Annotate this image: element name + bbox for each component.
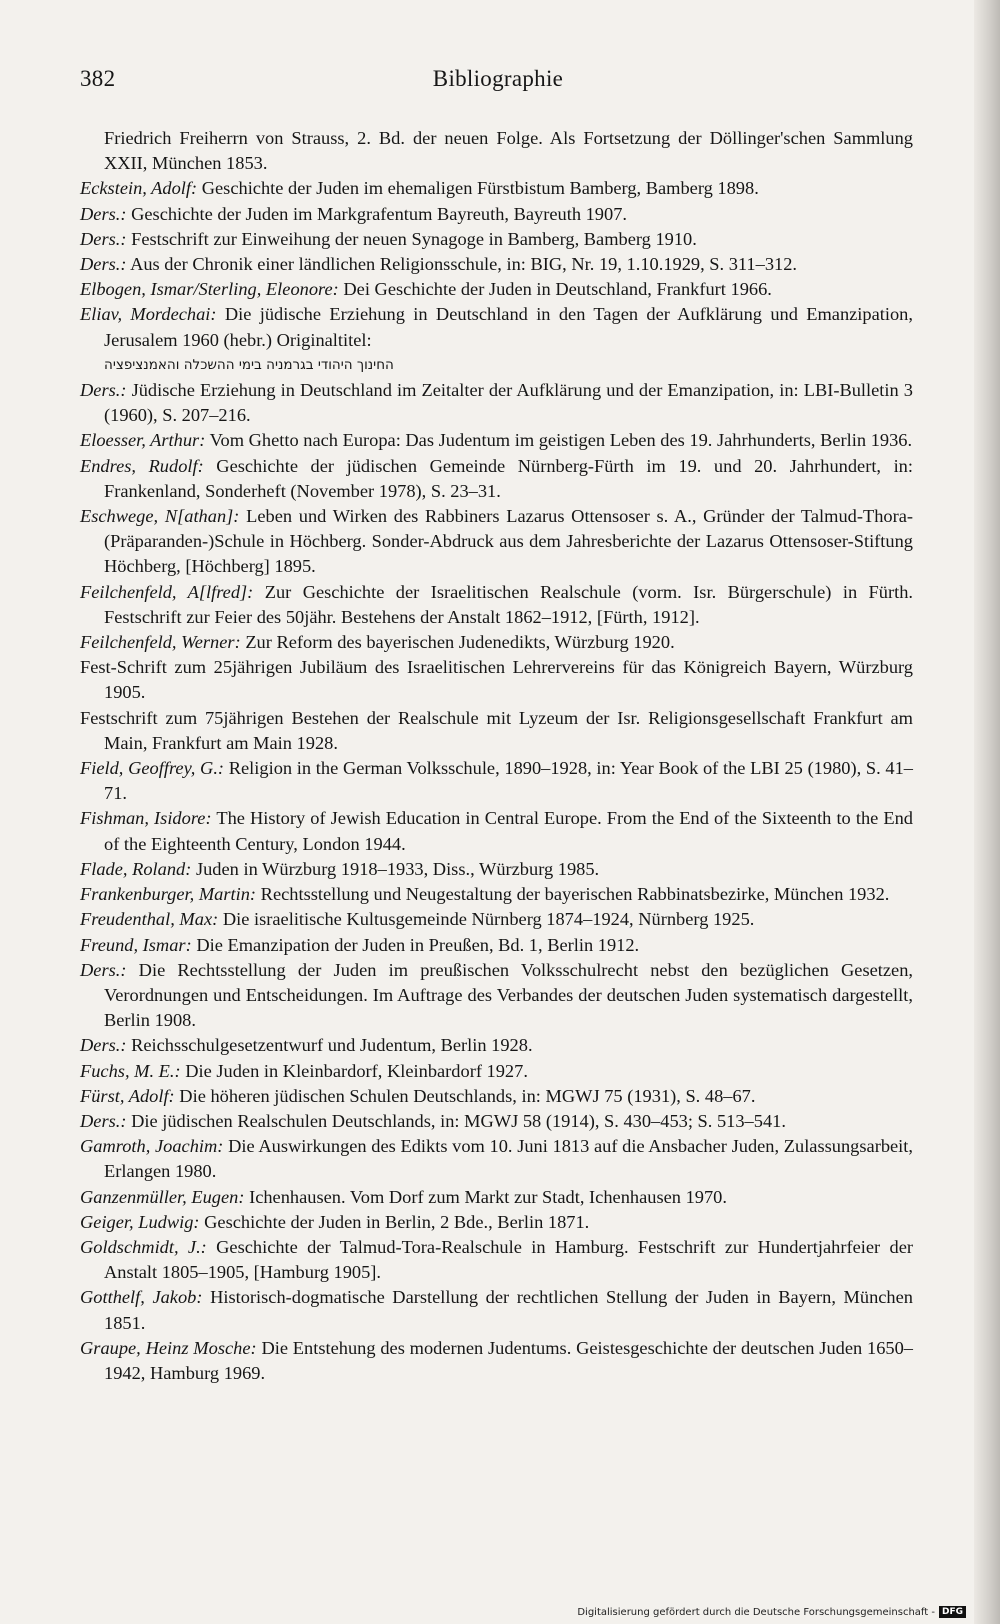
entry-author: Freudenthal, Max:: [80, 909, 219, 930]
bibliography-entry: [80, 227, 913, 252]
entry-text: Fest-Schrift zum 25jährigen Jubiläum des Israelitischen Lehrervereins für das Königreich Bayern, Würzburg 1905.: [80, 657, 913, 703]
bibliography-entry: [80, 302, 913, 352]
entry-text: Zur Geschichte der Israelitischen Realschule (vorm. Isr. Bürgerschule) in Fürth. Festschrift zur Feier des 50jähr. Bestehens der Anstalt 1862–1912, [Fürth, 1912].: [104, 581, 913, 627]
bibliography-entry: [80, 1084, 913, 1109]
entry-author: Elbogen, Ismar/Sterling, Eleonore:: [80, 279, 339, 300]
bibliography-entry: [80, 882, 913, 907]
bibliography-entry: [80, 1336, 913, 1386]
entry-text: Ichenhausen. Vom Dorf zum Markt zur Stadt, Ichenhausen 1970.: [249, 1186, 727, 1207]
bibliography-entry: [80, 1285, 913, 1335]
hebrew-original-title: החינוך היהודי בגרמניה בימי ההשכלה והאמנציפציה: [104, 356, 394, 373]
footer-note-text: Digitalisierung gefördert durch die Deutsche Forschungsgemeinschaft -: [577, 1606, 935, 1618]
entry-author: Ders.:: [80, 1035, 127, 1056]
entry-author: Ders.:: [80, 203, 127, 224]
entry-author: Fishman, Isidore:: [80, 808, 212, 829]
entry-author: Fürst, Adolf:: [80, 1085, 175, 1106]
entry-author: Ders.:: [80, 228, 127, 249]
entry-author: Frankenburger, Martin:: [80, 884, 257, 905]
bibliography-entry: [80, 630, 913, 655]
entry-text: Aus der Chronik einer ländlichen Religionsschule, in: BIG, Nr. 19, 1.10.1929, S. 311–312.: [130, 254, 798, 275]
bibliography-entry: [80, 504, 913, 580]
entry-text: Friedrich Freiherrn von Strauss, 2. Bd. der neuen Folge. Als Fortsetzung der Döllinger'schen Sammlung XXII, München 1853.: [104, 128, 913, 174]
entry-text: Geschichte der Talmud-Tora-Realschule in Hamburg. Festschrift zur Hundertjahrfeier der Anstalt 1805–1905, [Hamburg 1905].: [104, 1236, 913, 1283]
page-number: 382: [80, 66, 116, 91]
entry-text: Die Juden in Kleinbardorf, Kleinbardorf 1927.: [185, 1060, 528, 1081]
entry-text: Religion in the German Volksschule, 1890–1928, in: Year Book of the LBI 25 (1980), S. 41–71.: [104, 758, 913, 804]
entry-author: Ders.:: [80, 254, 127, 275]
entry-text: Geschichte der Juden in Berlin, 2 Bde., Berlin 1871.: [204, 1211, 590, 1232]
bibliography-entry: [80, 1033, 913, 1058]
entry-author: Geiger, Ludwig:: [80, 1211, 200, 1232]
bibliography-entry: [80, 1235, 913, 1285]
entry-text: Die Emanzipation der Juden in Preußen, Bd. 1, Berlin 1912.: [196, 934, 640, 955]
page-edge-shadow: [974, 0, 1000, 1624]
entry-text: Festschrift zum 75jährigen Bestehen der Realschule mit Lyzeum der Isr. Religionsgesellschaft Frankfurt am Main, Frankfurt am Main 1928.: [80, 707, 913, 753]
bibliography-entry: [80, 202, 913, 227]
bibliography-entry: [80, 933, 913, 958]
entry-text: Zur Reform des bayerischen Judenedikts, Würzburg 1920.: [245, 632, 675, 653]
entry-text: Geschichte der jüdischen Gemeinde Nürnberg-Fürth im 19. und 20. Jahrhundert, in: Frankenland, Sonderheft (November 1978), S. 23–31.: [104, 455, 913, 501]
bibliography-entry: [80, 907, 913, 932]
entry-text: Die Auswirkungen des Edikts vom 10. Juni 1813 auf die Ansbacher Juden, Zulassungsarbeit, Erlangen 1980.: [104, 1136, 913, 1182]
dfg-logo: DFG: [939, 1606, 966, 1618]
entry-text: Leben und Wirken des Rabbiners Lazarus Ottensoser s. A., Gründer der Talmud-Thora-(Präparanden-)Schule in Höchberg. Sonder-Abdruck aus dem Jahresberichte der Lazarus Ottensoser-Stiftung Höchberg, [Höchberg] 1895.: [104, 506, 913, 577]
entry-author: Eliav, Mordechai:: [80, 304, 217, 325]
entry-author: Eloesser, Arthur:: [80, 430, 206, 451]
bibliography-entry: [80, 176, 913, 201]
entry-text: Die höheren jüdischen Schulen Deutschlands, in: MGWJ 75 (1931), S. 48–67.: [179, 1085, 756, 1106]
entry-text: Geschichte der Juden im Markgrafentum Bayreuth, Bayreuth 1907.: [131, 203, 627, 224]
entry-text: Geschichte der Juden im ehemaligen Fürstbistum Bamberg, Bamberg 1898.: [201, 178, 759, 199]
entry-text: Reichsschulgesetzentwurf und Judentum, Berlin 1928.: [131, 1035, 533, 1056]
bibliography-entry: [80, 655, 913, 705]
entry-author: Gamroth, Joachim:: [80, 1136, 224, 1157]
bibliography-entry: [80, 454, 913, 504]
entry-text: Vom Ghetto nach Europa: Das Judentum im geistigen Leben des 19. Jahrhunderts, Berlin 1936.: [209, 430, 913, 451]
bibliography-entry: [80, 1109, 913, 1134]
entry-author: Endres, Rudolf:: [80, 455, 204, 476]
entry-author: Graupe, Heinz Mosche:: [80, 1337, 257, 1358]
bibliography-entry: [80, 756, 913, 806]
entry-author: Fuchs, M. E.:: [80, 1060, 181, 1081]
entry-text: Dei Geschichte der Juden in Deutschland, Frankfurt 1966.: [343, 279, 772, 300]
bibliography-entry: [80, 857, 913, 882]
entry-author: Feilchenfeld, A[lfred]:: [80, 581, 254, 602]
entry-author: Eckstein, Adolf:: [80, 178, 198, 199]
entry-text: Festschrift zur Einweihung der neuen Synagoge in Bamberg, Bamberg 1910.: [131, 228, 697, 249]
entry-author: Feilchenfeld, Werner:: [80, 632, 241, 653]
bibliography-entry: [80, 277, 913, 302]
bibliography-entry: [80, 126, 913, 176]
entry-author: Ganzenmüller, Eugen:: [80, 1186, 245, 1207]
entry-text: The History of Jewish Education in Central Europe. From the End of the Sixteenth to the End of the Eighteenth Century, London 1944.: [104, 808, 913, 854]
bibliography-entry: [80, 252, 913, 277]
bibliography-entry: [80, 580, 913, 630]
entry-author: Ders.:: [80, 959, 127, 980]
entry-text: Rechtsstellung und Neugestaltung der bayerischen Rabbinatsbezirke, München 1932.: [260, 884, 890, 905]
bibliography-entry: [80, 1134, 913, 1184]
bibliography-entry: [80, 428, 913, 453]
bibliography-entry: [80, 958, 913, 1034]
running-title: Bibliographie: [432, 66, 564, 91]
entry-text: Jüdische Erziehung in Deutschland im Zeitalter der Aufklärung und der Emanzipation, in: LBI-Bulletin 3 (1960), S. 207–216.: [104, 380, 913, 426]
entry-author: Flade, Roland:: [80, 858, 192, 879]
entry-author: Ders.:: [80, 380, 127, 401]
entry-text: Die israelitische Kultusgemeinde Nürnberg 1874–1924, Nürnberg 1925.: [222, 909, 755, 930]
entry-author: Field, Geoffrey, G.:: [80, 758, 225, 779]
entry-text: Die Rechtsstellung der Juden im preußischen Volksschulrecht nebst den bezüglichen Gesetzen, Verordnungen und Entscheidungen. Im Auftrage des Verbandes der deutschen Juden systematisch dargestellt, Berlin 1908.: [104, 959, 913, 1031]
bibliography-entry: [80, 1059, 913, 1084]
bibliography-entry: [80, 378, 913, 428]
entry-author: Ders.:: [80, 1110, 127, 1131]
page-header: [80, 66, 916, 100]
bibliography-entry: [80, 1210, 913, 1235]
bibliography-entry: [80, 1185, 913, 1210]
bibliography-entry: [80, 806, 913, 856]
entry-text: Juden in Würzburg 1918–1933, Diss., Würzburg 1985.: [195, 858, 600, 879]
entry-author: Eschwege, N[athan]:: [80, 506, 240, 527]
entry-author: Gotthelf, Jakob:: [80, 1287, 203, 1308]
entry-author: Goldschmidt, J.:: [80, 1236, 207, 1257]
entry-author: Freund, Ismar:: [80, 934, 192, 955]
digitization-footer: [577, 1606, 966, 1618]
bibliography-entry: [80, 706, 913, 756]
entry-text: Historisch-dogmatische Darstellung der rechtlichen Stellung der Juden in Bayern, München 1851.: [104, 1287, 913, 1333]
entry-text: Die jüdische Erziehung in Deutschland in den Tagen der Aufklärung und Emanzipation, Jerusalem 1960 (hebr.) Originaltitel:: [104, 304, 913, 350]
bibliography-list: [80, 126, 913, 1386]
entry-text: Die Entstehung des modernen Judentums. Geistesgeschichte der deutschen Juden 1650–1942, Hamburg 1969.: [104, 1337, 913, 1383]
entry-text: Die jüdischen Realschulen Deutschlands, in: MGWJ 58 (1914), S. 430–453; S. 513–541.: [131, 1110, 786, 1131]
